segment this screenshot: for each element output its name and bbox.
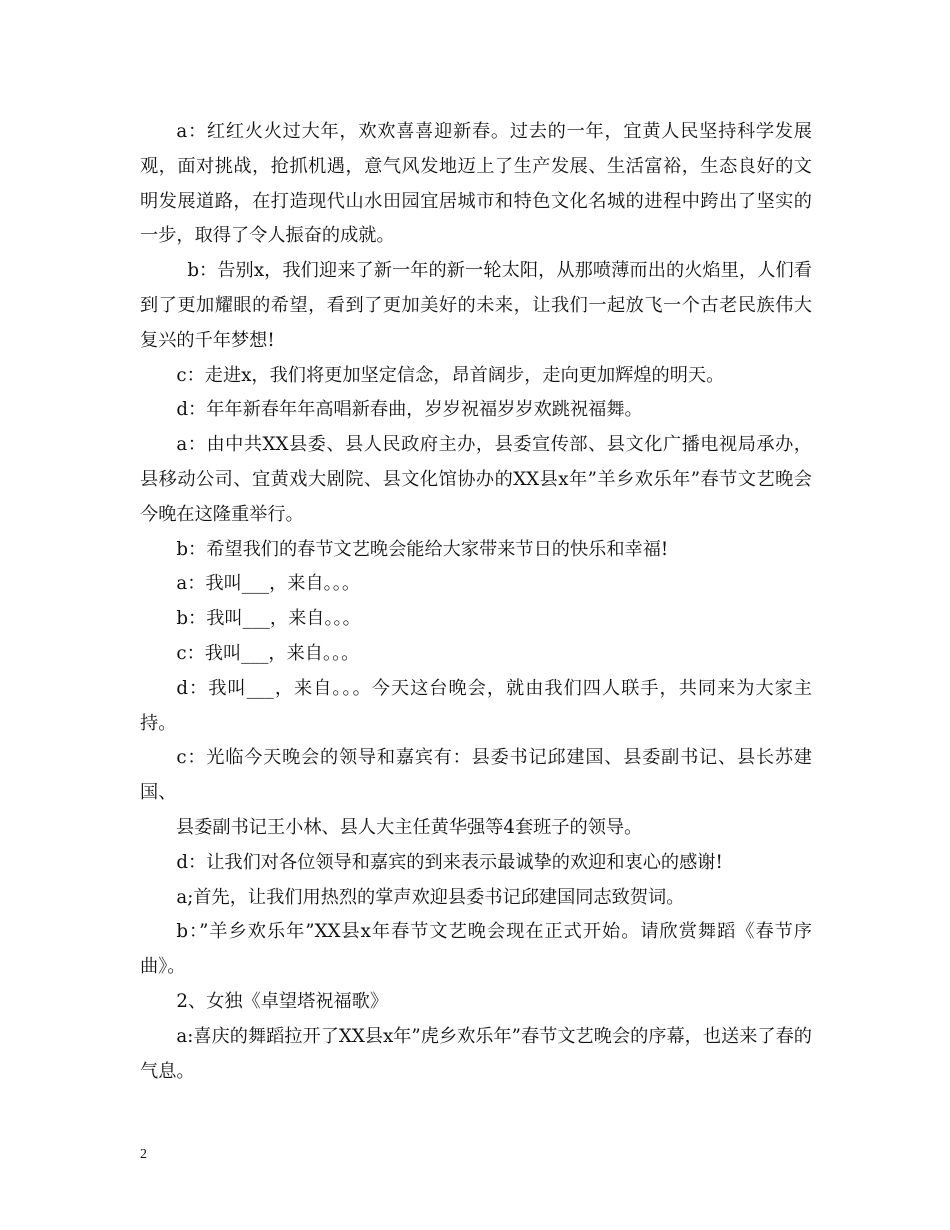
paragraph: b：我叫___，来自。。。	[176, 608, 361, 630]
paragraph: d：我叫___，来自。。。今天这台晚会，就由我们四人联手，共同来为大家主持。	[140, 677, 812, 734]
document-body	[140, 115, 812, 1089]
paragraph: c：我叫___，来自。。。	[176, 642, 360, 664]
paragraph: a：由中共XX县委、县人民政府主办，县委宣传部、县文化广播电视局承办，县移动公司、宜黄戏大剧院、县文化馆协办的XX县x年”羊乡欢乐年”春节文艺晚会今晚在这隆重举行。	[140, 434, 812, 525]
paragraph: a:喜庆的舞蹈拉开了XX县x年”虎乡欢乐年”春节文艺晚会的序幕，也送来了春的气息。	[140, 1025, 812, 1082]
paragraph: b：告别x，我们迎来了新一年的新一轮太阳，从那喷薄而出的火焰里，人们看到了更加耀眼的希望，看到了更加美好的未来，让我们一起放飞一个古老民族伟大复兴的千年梦想!	[140, 260, 812, 351]
paragraph: b：希望我们的春节文艺晚会能给大家带来节日的快乐和幸福!	[176, 538, 669, 560]
paragraph: d：让我们对各位领导和嘉宾的到来表示最诚挚的欢迎和衷心的感谢!	[176, 851, 723, 873]
paragraph: 2、女独《卓望塔祝福歌》	[176, 990, 389, 1012]
paragraph: a：红红火火过大年，欢欢喜喜迎新春。过去的一年，宜黄人民坚持科学发展观，面对挑战，抢抓机遇，意气风发地迈上了生产发展、生活富裕，生态良好的文明发展道路，在打造现代山水田园宜居城市和特色文化名城的进程中跨出了坚实的一步，取得了令人振奋的成就。	[140, 121, 812, 247]
paragraph: d：年年新春年年高唱新春曲，岁岁祝福岁岁欢跳祝福舞。	[176, 399, 643, 421]
page-number: 2	[140, 1147, 147, 1162]
paragraph: b：”羊乡欢乐年”XX县x年春节文艺晚会现在正式开始。请欣赏舞蹈《春节序曲》。	[140, 921, 812, 978]
paragraph: c：光临今天晚会的领导和嘉宾有：县委书记邱建国、县委副书记、县长苏建国、	[140, 747, 812, 804]
paragraph: a;首先，让我们用热烈的掌声欢迎县委书记邱建国同志致贺词。	[176, 886, 685, 908]
paragraph: 县委副书记王小林、县人大主任黄华强等4套班子的领导。	[176, 816, 643, 838]
paragraph: a：我叫___，来自。。。	[176, 573, 361, 595]
paragraph: c：走进x，我们将更加坚定信念，昂首阔步，走向更加辉煌的明天。	[176, 364, 725, 386]
